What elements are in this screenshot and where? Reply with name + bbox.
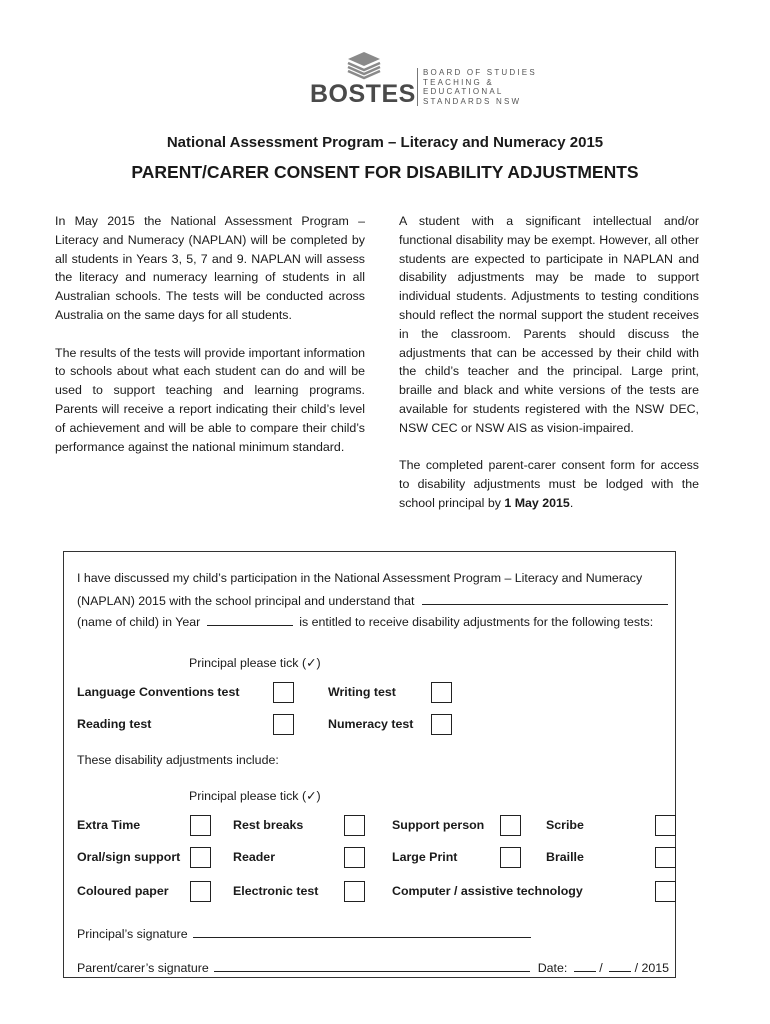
braille-checkbox[interactable] — [655, 847, 676, 868]
logo-line: BOARD OF STUDIES — [423, 68, 537, 77]
intro-left-column — [55, 212, 365, 475]
form-title: PARENT/CARER CONSENT FOR DISABILITY ADJUSTMENTS — [131, 162, 639, 182]
principal-tick-note-2: Principal please tick (✓) — [189, 789, 321, 803]
reading-checkbox[interactable] — [273, 714, 294, 735]
consent-box — [63, 551, 676, 978]
exemption-paragraph: A student with a significant intellectual and/or functional disability may be exempt. However, all other students are expected to participate in NAPLAN and disability adjustments may be made to support individual students. Adjustments to testing conditions should reflect the normal support the student receives in the classroom. Parents should discuss the adjustments that can be accessed by their child with the child’s teacher and the principal. Large print, braille and black and white versions of the tests are available for students registered with the NSW DEC, NSW CEC or NSW AIS as vision-impaired. — [399, 214, 699, 435]
oral-sign-support-label: Oral/sign support — [77, 850, 181, 864]
language-conventions-label: Language Conventions test — [77, 685, 240, 699]
consent-line-2-text: (NAPLAN) 2015 with the school principal and understand that — [77, 594, 415, 608]
rest-breaks-label: Rest breaks — [233, 818, 304, 832]
intro-right-column — [399, 212, 699, 532]
electronic-test-checkbox[interactable] — [344, 881, 365, 902]
date-day-field[interactable] — [574, 959, 596, 972]
parent-signature-label: Parent/carer’s signature — [77, 961, 209, 975]
extra-time-label: Extra Time — [77, 818, 141, 832]
support-person-label: Support person — [392, 818, 485, 832]
oral-sign-support-checkbox[interactable] — [190, 847, 211, 868]
results-paragraph: The results of the tests will provide important information to schools about what each student can do and will be used to support teaching and learning programs. Parents will receive a report indicating their child’s level of achievement and will be able to compare their child’s performance against the national minimum standard. — [55, 345, 365, 454]
consent-line-3 — [77, 613, 653, 629]
coloured-paper-checkbox[interactable] — [190, 881, 211, 902]
logo-wordmark: BOSTES — [310, 80, 416, 108]
reading-label: Reading test — [77, 717, 152, 731]
name-of-child-label: (name of child) in Year — [77, 615, 201, 629]
year-field[interactable] — [207, 613, 293, 626]
reader-label: Reader — [233, 850, 276, 864]
computer-assistive-label: Computer / assistive technology — [392, 884, 583, 898]
principal-tick-note: Principal please tick (✓) — [189, 656, 321, 670]
electronic-test-label: Electronic test — [233, 884, 319, 898]
reader-checkbox[interactable] — [344, 847, 365, 868]
scribe-label: Scribe — [546, 818, 584, 832]
principal-signature-label: Principal’s signature — [77, 927, 188, 941]
child-name-field[interactable] — [422, 592, 668, 605]
numeracy-label: Numeracy test — [328, 717, 414, 731]
support-person-checkbox[interactable] — [500, 815, 521, 836]
date-month-field[interactable] — [609, 959, 631, 972]
lodgement-date: 1 May 2015 — [504, 495, 570, 510]
writing-checkbox[interactable] — [431, 682, 452, 703]
numeracy-checkbox[interactable] — [431, 714, 452, 735]
entitled-text: is entitled to receive disability adjustments for the following tests: — [299, 615, 654, 629]
logo-tagline — [423, 68, 537, 106]
logo-line: STANDARDS NSW — [423, 96, 522, 106]
intro-paragraph: In May 2015 the National Assessment Program – Literacy and Numeracy (NAPLAN) will be completed by all students in Years 3, 5, 7 and 9. NAPLAN will assess the literacy and numeracy learning of students in all Australian schools. The tests will be conducted across Australia on the same days for all students. — [55, 214, 365, 322]
lodgement-paragraph — [399, 456, 699, 512]
date-separator: / — [599, 961, 603, 975]
braille-label: Braille — [546, 850, 584, 864]
principal-signature-field[interactable] — [193, 925, 531, 938]
principal-signature-row — [77, 925, 531, 941]
logo-line: EDUCATIONAL — [423, 87, 504, 97]
logo-divider — [417, 68, 418, 106]
language-conventions-checkbox[interactable] — [273, 682, 294, 703]
consent-line-1: I have discussed my child’s participation in the National Assessment Program – Literacy and Numeracy — [77, 571, 643, 585]
adjustments-intro: These disability adjustments include: — [77, 753, 279, 767]
large-print-checkbox[interactable] — [500, 847, 521, 868]
parent-signature-row — [77, 959, 669, 975]
lodgement-end: . — [569, 495, 574, 510]
extra-time-checkbox[interactable] — [190, 815, 211, 836]
date-year: / 2015 — [634, 961, 670, 975]
computer-assistive-checkbox[interactable] — [655, 881, 676, 902]
writing-label: Writing test — [328, 685, 396, 699]
consent-line-2 — [77, 592, 668, 608]
rest-breaks-checkbox[interactable] — [344, 815, 365, 836]
large-print-label: Large Print — [392, 850, 458, 864]
date-label: Date: — [537, 961, 568, 975]
scribe-checkbox[interactable] — [655, 815, 676, 836]
program-subtitle: National Assessment Program – Literacy and Numeracy 2015 — [166, 134, 604, 151]
parent-signature-field[interactable] — [214, 959, 530, 972]
coloured-paper-label: Coloured paper — [77, 884, 169, 898]
lodgement-text: The completed parent-carer consent form for access to disability adjustments must be lodged with the school principal by — [399, 458, 699, 510]
stacked-layers-icon — [346, 50, 382, 82]
bostes-logo — [310, 50, 550, 110]
logo-line: TEACHING & — [423, 77, 494, 87]
